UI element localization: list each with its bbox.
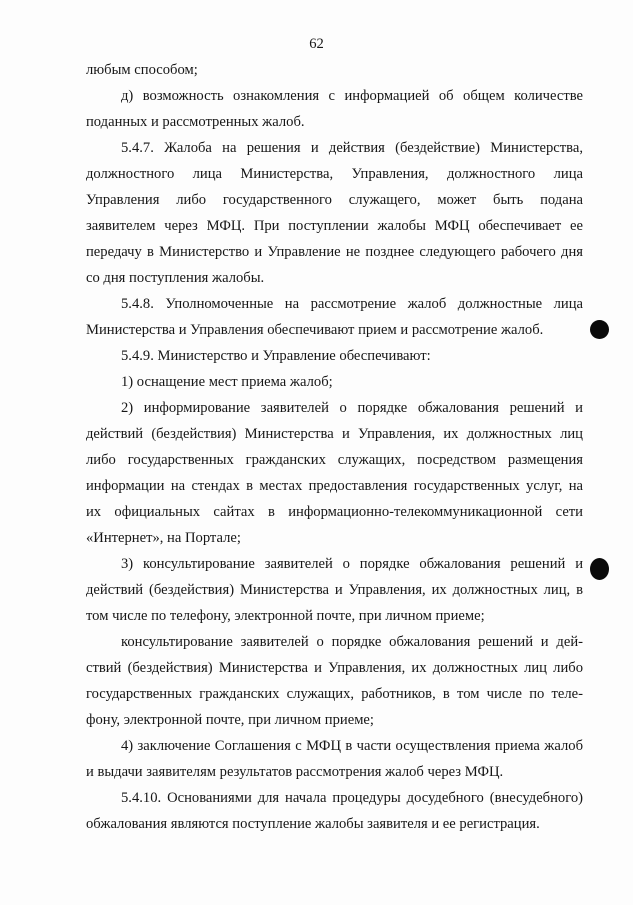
text-line: 5.4.9. Министерство и Управление обеспечивают: — [121, 348, 431, 364]
text-line: действий (бездействия) Министерства и Управления, их должностных лиц — [86, 426, 583, 442]
text-line: 5.4.10. Основаниями для начала процедуры досудебного (внесудебного) — [121, 790, 583, 806]
text-line: поданных и рассмотренных жалоб. — [86, 114, 305, 130]
text-line: со дня поступления жалобы. — [86, 270, 265, 286]
text-line: 2) информирование заявителей о порядке обжалования решений и — [121, 400, 583, 416]
text-line: «Интернет», на Портале; — [86, 530, 241, 546]
text-line: фону, электронной почте, при личном приеме; — [86, 712, 374, 728]
text-line: д) возможность ознакомления с информацией об общем количестве — [121, 88, 583, 104]
text-line: заявителем через МФЦ. При поступлении жалобы МФЦ обеспечивает ее — [86, 218, 583, 234]
text-line: должностного лица Министерства, Управления, должностного лица — [86, 166, 583, 182]
text-line: их официальных сайтах в информационно-телекоммуникационной сети — [86, 504, 583, 520]
text-line: 3) консультирование заявителей о порядке обжалования решений и — [121, 556, 583, 572]
text-line: том числе по телефону, электронной почте, при личном приеме; — [86, 608, 485, 624]
binder-hole-mark — [590, 320, 609, 339]
text-line: и выдачи заявителям результатов рассмотрения жалоб через МФЦ. — [86, 764, 504, 780]
text-line: любым способом; — [86, 62, 198, 78]
text-line: либо государственных гражданских служащих, посредством размещения — [86, 452, 583, 468]
binder-hole-mark — [590, 558, 609, 580]
text-line: консультирование заявителей о порядке обжалования решений и дей- — [121, 634, 583, 650]
text-line: 5.4.8. Уполномоченные на рассмотрение жалоб должностные лица — [121, 296, 583, 312]
text-line: 4) заключение Соглашения с МФЦ в части осуществления приема жалоб — [121, 738, 583, 754]
text-line: действий (бездействия) Министерства и Управления, их должностных лиц, в — [86, 582, 583, 598]
text-line: государственных гражданских служащих, работников, в том числе по теле- — [86, 686, 583, 702]
text-line: передачу в Министерство и Управление не позднее следующего рабочего дня — [86, 244, 583, 260]
text-line: ствий (бездействия) Министерства и Управления, их должностных лиц либо — [86, 660, 583, 676]
text-line: Управления либо государственного служащего, может быть подана — [86, 192, 583, 208]
text-line: информации на стендах в местах предоставления государственных услуг, на — [86, 478, 583, 494]
page-number: 62 — [309, 36, 324, 52]
text-line: 1) оснащение мест приема жалоб; — [121, 374, 333, 390]
text-line: обжалования являются поступление жалобы заявителя и ее регистрация. — [86, 816, 540, 832]
text-line: 5.4.7. Жалоба на решения и действия (бездействие) Министерства, — [121, 140, 583, 156]
text-line: Министерства и Управления обеспечивают прием и рассмотрение жалоб. — [86, 322, 544, 338]
